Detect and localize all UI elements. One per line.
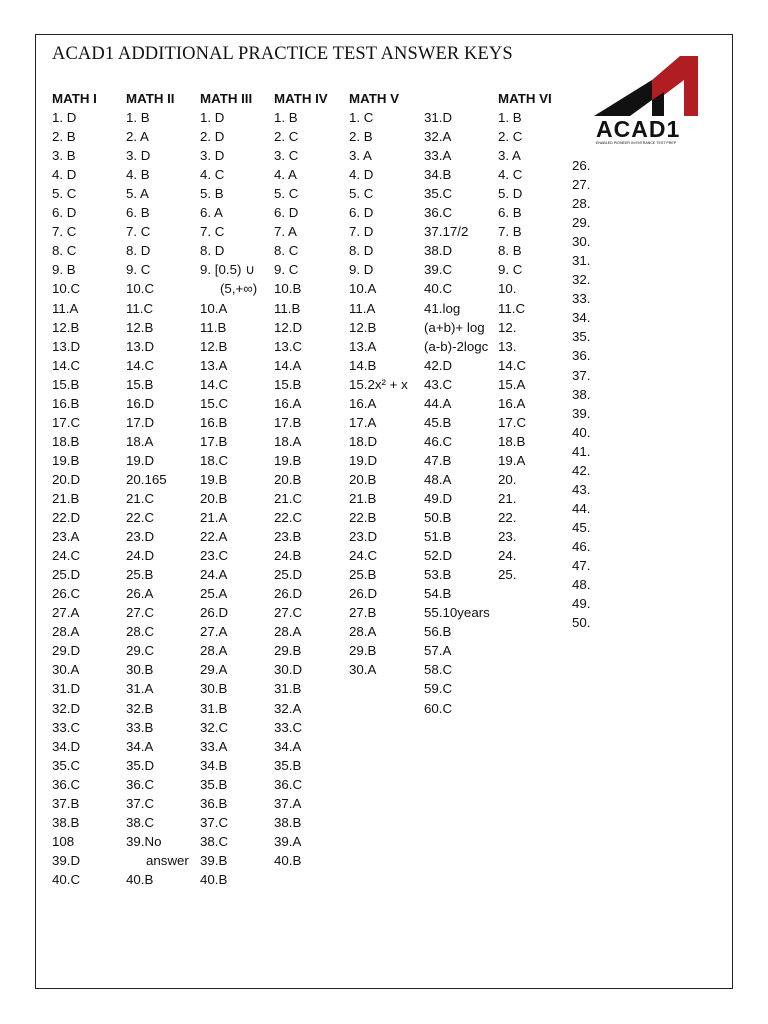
answer-item: 28.A — [349, 624, 377, 640]
answer-item: 18.A — [274, 433, 302, 449]
answer-item: 10.B — [274, 281, 302, 297]
answer-item: 18.C — [200, 452, 229, 468]
answer-item: 10.A — [200, 300, 228, 316]
answer-item: 1. D — [52, 110, 77, 126]
answer-item: 29.A — [200, 662, 228, 678]
answer-item: 14.C — [52, 357, 81, 373]
answer-item: 55.10years — [424, 605, 490, 621]
answer-item: 27. — [572, 177, 591, 193]
answer-item: (5,+∞) — [220, 281, 258, 297]
logo-tagline: ENABLED PIONEER IN ENTRANCE TEST PREP — [596, 141, 677, 145]
answer-item: 27.C — [126, 605, 155, 621]
answer-column-math-6-continued — [572, 156, 591, 632]
answer-item: 44. — [572, 500, 591, 516]
answer-item: 21.C — [126, 490, 155, 506]
answer-item: 16.D — [126, 395, 155, 411]
answer-item: 34.B — [424, 167, 452, 183]
answer-item: 14.B — [349, 357, 377, 373]
answer-item: 4. C — [498, 167, 523, 183]
answer-item: 12.B — [126, 319, 154, 335]
answer-item: 40.B — [126, 871, 154, 887]
answer-item: 32.D — [52, 700, 81, 716]
answer-item: 108 — [52, 833, 75, 849]
answer-item: 25.B — [349, 567, 377, 583]
answer-item: 3. A — [349, 148, 372, 164]
answer-item: 1. D — [200, 110, 225, 126]
column-header-spacer — [424, 89, 490, 108]
answer-item: 27.B — [349, 605, 377, 621]
answer-item: 45. — [572, 519, 591, 535]
answer-item: 25.D — [52, 567, 81, 583]
answer-item: 33.C — [274, 719, 303, 735]
answer-item: 14.C — [498, 357, 527, 373]
answer-column-math-3 — [200, 89, 257, 889]
answer-item: 26.C — [52, 586, 81, 602]
answer-item: 19.D — [126, 452, 155, 468]
answer-item: 17.B — [200, 433, 228, 449]
answer-item: 37.C — [200, 814, 229, 830]
answer-item: 36.C — [424, 205, 453, 221]
answer-item: 36.B — [200, 795, 228, 811]
answer-item: 11.C — [498, 300, 526, 316]
answer-item: 22.C — [126, 510, 155, 526]
answer-item: 24.D — [126, 548, 155, 564]
answer-item: 22.C — [274, 510, 303, 526]
answer-item: 26.D — [274, 586, 303, 602]
answer-item: 39.No — [126, 833, 162, 849]
answer-item: 13.D — [52, 338, 81, 354]
answer-item: 13. — [498, 338, 517, 354]
answer-item: 32.A — [274, 700, 302, 716]
answer-item: 31.B — [274, 681, 302, 697]
answer-item: 34. — [572, 310, 591, 326]
answer-item: 27.C — [274, 605, 303, 621]
answer-item: 37.17/2 — [424, 224, 469, 240]
answer-item: 5. A — [126, 186, 149, 202]
answer-column-math-4 — [274, 89, 328, 870]
answer-item: 7. B — [498, 224, 522, 240]
answer-item: 11.A — [349, 300, 376, 316]
answer-item: 36.C — [274, 776, 303, 792]
answer-item: 12.D — [274, 319, 303, 335]
answer-item: 31. — [572, 253, 591, 269]
answer-item: 25.B — [126, 567, 154, 583]
answer-item: 17.A — [349, 414, 377, 430]
answer-item: 40.B — [200, 871, 228, 887]
answer-column-math-2 — [126, 89, 189, 889]
answer-item: 25. — [498, 567, 517, 583]
answer-item: 21.B — [349, 490, 377, 506]
answer-item: 46.C — [424, 433, 453, 449]
answer-item: 30.A — [349, 662, 377, 678]
answer-item: 19.B — [52, 452, 80, 468]
answer-item: 15.2x² + x — [349, 376, 408, 392]
answer-item: 20.B — [200, 490, 228, 506]
answer-item: 37.A — [274, 795, 302, 811]
answer-item: 28.C — [126, 624, 155, 640]
column-header: MATH V — [349, 91, 399, 106]
answer-item: 16.A — [274, 395, 302, 411]
answer-item: 4. C — [200, 167, 225, 183]
answer-item: (a+b)+ log — [424, 319, 485, 335]
answer-item: 40.B — [274, 852, 302, 868]
answer-item: 24. — [498, 548, 517, 564]
answer-item: 26.A — [126, 586, 154, 602]
answer-item: 9. C — [126, 262, 151, 278]
answer-item: 8. C — [52, 243, 77, 259]
answer-item: 60.C — [424, 700, 453, 716]
answer-item: 7. C — [200, 224, 225, 240]
answer-item: 2. C — [498, 129, 523, 145]
answer-item: 36.C — [126, 776, 155, 792]
answer-item: 3. B — [52, 148, 76, 164]
answer-column-math-5 — [349, 89, 408, 679]
answer-item: 11.C — [126, 300, 154, 316]
answer-item: 22. — [498, 510, 517, 526]
answer-item: 4. D — [349, 167, 374, 183]
answer-item: 23.C — [200, 548, 229, 564]
answer-item: 6. A — [200, 205, 223, 221]
answer-item: 15.B — [52, 376, 80, 392]
answer-item: 5. B — [200, 186, 224, 202]
answer-item: 35.B — [274, 757, 302, 773]
answer-item: 27.A — [200, 624, 228, 640]
answer-item: 30.B — [200, 681, 228, 697]
answer-item: 3. D — [126, 148, 151, 164]
column-header: MATH I — [52, 91, 97, 106]
answer-item: 40.C — [424, 281, 453, 297]
answer-item: 5. C — [52, 186, 77, 202]
answer-item: 39. — [572, 405, 591, 421]
answer-item: 35.B — [200, 776, 228, 792]
answer-item: 23.B — [274, 529, 302, 545]
answer-column-math-5-continued — [424, 89, 490, 718]
answer-item: 18.A — [126, 433, 154, 449]
answer-item: 42. — [572, 462, 591, 478]
answer-item: 52.D — [424, 548, 453, 564]
answer-item: 20.165 — [126, 471, 167, 487]
answer-item: 14.A — [274, 357, 302, 373]
answer-item: 33.A — [200, 738, 228, 754]
answer-item: 9. C — [274, 262, 299, 278]
answer-item: 27.A — [52, 605, 80, 621]
answer-item: 21. — [498, 490, 517, 506]
answer-item: 9. [0.5) ∪ — [200, 262, 255, 278]
answer-item: 2. B — [349, 129, 373, 145]
answer-item: 17.D — [126, 414, 155, 430]
answer-item: 48. — [572, 577, 591, 593]
page-title: ACAD1 ADDITIONAL PRACTICE TEST ANSWER KEYS — [52, 44, 513, 64]
answer-item: 4. B — [126, 167, 150, 183]
answer-item: 39.C — [424, 262, 453, 278]
answer-column-math-6 — [498, 89, 552, 584]
answer-item: 43. — [572, 481, 591, 497]
answer-item: 31.D — [424, 110, 453, 126]
answer-item: 25.A — [200, 586, 228, 602]
answer-item: 8. B — [498, 243, 522, 259]
answer-item: 35.C — [52, 757, 81, 773]
answer-item: 35.D — [126, 757, 155, 773]
answer-item: 20.B — [349, 471, 377, 487]
answer-item: 3. A — [498, 148, 521, 164]
answer-item: 12. — [498, 319, 517, 335]
answer-item: 56.B — [424, 624, 452, 640]
answer-item: 26. — [572, 158, 591, 173]
answer-item: 33. — [572, 291, 591, 307]
answer-item: 6. D — [349, 205, 374, 221]
answer-item: 40.C — [52, 871, 81, 887]
logo-dark-swoosh — [594, 80, 652, 116]
answer-item: 50. — [572, 615, 591, 631]
answer-item: 5. D — [498, 186, 523, 202]
answer-item: 29.B — [349, 643, 377, 659]
answer-item: 19.A — [498, 452, 526, 468]
answer-item: 38.B — [52, 814, 80, 830]
answer-item: 28. — [572, 196, 591, 212]
answer-item: 12.B — [349, 319, 377, 335]
answer-item: 20. — [498, 471, 517, 487]
answer-item: 5. C — [274, 186, 299, 202]
answer-item: 8. C — [274, 243, 299, 259]
answer-item: 24.A — [200, 567, 228, 583]
answer-item: 40. — [572, 424, 591, 440]
column-header: MATH II — [126, 91, 175, 106]
answer-item: 18.B — [52, 433, 80, 449]
answer-item: 9. D — [349, 262, 374, 278]
answer-item: 16.A — [498, 395, 526, 411]
answer-item: 7. D — [349, 224, 374, 240]
answer-item: 38.C — [126, 814, 155, 830]
answer-column-math-1 — [52, 89, 97, 889]
answer-item: 3. D — [200, 148, 225, 164]
answer-item: 1. C — [349, 110, 374, 126]
answer-item: 2. D — [200, 129, 225, 145]
answer-item: 37.B — [52, 795, 80, 811]
answer-item: 13.C — [274, 338, 303, 354]
answer-item: 35.C — [424, 186, 453, 202]
answer-item: 38. — [572, 386, 591, 402]
answer-item: 35. — [572, 329, 591, 345]
answer-item: 13.A — [200, 357, 228, 373]
answer-item: 6. D — [274, 205, 299, 221]
answer-item: 28.A — [200, 643, 228, 659]
answer-item: 17.C — [52, 414, 81, 430]
answer-item: 15.C — [200, 395, 229, 411]
answer-item: 47.B — [424, 452, 452, 468]
answer-item: 38.B — [274, 814, 302, 830]
answer-item: 10.A — [349, 281, 377, 297]
answer-item: 14.C — [200, 376, 229, 392]
answer-item: 12.B — [200, 338, 228, 354]
answer-item: 23. — [498, 529, 517, 545]
answer-item: 2. B — [52, 129, 76, 145]
answer-item: 22.A — [200, 529, 228, 545]
answer-item: 28.A — [52, 624, 80, 640]
answer-item: 16.B — [52, 395, 80, 411]
answer-item: 34.B — [200, 757, 228, 773]
answer-item: 21.C — [274, 490, 303, 506]
answer-item: 19.D — [349, 452, 378, 468]
answer-item: 39.A — [274, 833, 302, 849]
answer-item: 3. C — [274, 148, 299, 164]
answer-item: 49. — [572, 596, 591, 612]
answer-item: 41.log — [424, 300, 461, 316]
answer-item: 10.C — [126, 281, 155, 297]
answer-item: 53.B — [424, 567, 452, 583]
answer-item: 17.B — [274, 414, 302, 430]
answer-item: 25.D — [274, 567, 303, 583]
answer-item: 30. — [572, 234, 591, 250]
answer-item: 7. C — [52, 224, 77, 240]
answer-item: 32.A — [424, 129, 452, 145]
answer-item: 1. B — [274, 110, 298, 126]
answer-item: 22.B — [349, 510, 377, 526]
answer-item: 37.C — [126, 795, 155, 811]
answer-item: 2. C — [274, 129, 299, 145]
answer-item: 10.C — [52, 281, 81, 297]
answer-item: 34.A — [274, 738, 302, 754]
answer-item: 29.C — [126, 643, 155, 659]
answer-item: 9. C — [498, 262, 523, 278]
answer-item: 36. — [572, 348, 591, 364]
answer-item: 22.D — [52, 510, 81, 526]
answer-item: 32. — [572, 272, 591, 288]
answer-item: 15.B — [274, 376, 302, 392]
answer-item: 59.C — [424, 681, 453, 697]
answer-item: 7. C — [126, 224, 151, 240]
answer-item: 2. A — [126, 129, 149, 145]
answer-item: 51.B — [424, 529, 452, 545]
answer-item: 46. — [572, 538, 591, 554]
answer-item: 24.B — [274, 548, 302, 564]
answer-item: 42.D — [424, 357, 453, 373]
answer-item: 10. — [498, 281, 517, 297]
answer-item: 19.B — [274, 452, 302, 468]
answer-item: 38.C — [200, 833, 229, 849]
answer-item: 13.D — [126, 338, 155, 354]
answer-item: 6. D — [52, 205, 77, 221]
answer-item: 33.B — [126, 719, 154, 735]
answer-item: 47. — [572, 557, 591, 573]
answer-item: 21.B — [52, 490, 80, 506]
answer-item: 39.B — [200, 852, 228, 868]
answer-item: 38.D — [424, 243, 453, 259]
answer-item: 49.D — [424, 490, 453, 506]
answer-item: 8. D — [200, 243, 225, 259]
answer-item: 15.A — [498, 376, 526, 392]
answer-item: 15.B — [126, 376, 154, 392]
answer-item: 36.C — [52, 776, 81, 792]
answer-item: 12.B — [52, 319, 80, 335]
answer-item: (a-b)-2logc — [424, 338, 489, 354]
answer-item: 16.B — [200, 414, 228, 430]
answer-item: 26.D — [349, 586, 378, 602]
answer-item: 23.A — [52, 529, 80, 545]
answer-item: 24.C — [52, 548, 81, 564]
answer-item: 16.A — [349, 395, 377, 411]
answer-item: 4. A — [274, 167, 297, 183]
answer-item: 9. B — [52, 262, 76, 278]
answer-item: 18.D — [349, 433, 378, 449]
column-header: MATH VI — [498, 91, 552, 106]
answer-item: 5. C — [349, 186, 374, 202]
answer-item: 33.C — [52, 719, 81, 735]
answer-item: 19.B — [200, 471, 228, 487]
answer-item: 4. D — [52, 167, 77, 183]
answer-item: 18.B — [498, 433, 526, 449]
answer-item: 29.B — [274, 643, 302, 659]
answer-item: answer — [146, 852, 189, 868]
answer-item: 31.B — [200, 700, 228, 716]
answer-item: 1. B — [126, 110, 150, 126]
answer-item: 13.A — [349, 338, 377, 354]
answer-item: 58.C — [424, 662, 453, 678]
answer-item: 33.A — [424, 148, 452, 164]
answer-item: 20.B — [274, 471, 302, 487]
answer-item: 41. — [572, 443, 591, 459]
answer-item: 34.D — [52, 738, 81, 754]
answer-item: 26.D — [200, 605, 229, 621]
answer-item: 54.B — [424, 586, 452, 602]
answer-item: 21.A — [200, 510, 228, 526]
answer-item: 30.A — [52, 662, 80, 678]
answer-item: 31.D — [52, 681, 81, 697]
answer-item: 17.C — [498, 414, 527, 430]
answer-item: 28.A — [274, 624, 302, 640]
answer-item: 11.A — [52, 300, 79, 316]
answer-item: 30.B — [126, 662, 154, 678]
answer-item: 6. B — [126, 205, 150, 221]
answer-item: 6. B — [498, 205, 522, 221]
answer-item: 8. D — [126, 243, 151, 259]
answer-item: 23.D — [349, 529, 378, 545]
answer-item: 14.C — [126, 357, 155, 373]
logo-text: ACAD1 — [596, 116, 681, 142]
answer-item: 1. B — [498, 110, 522, 126]
answer-item: 34.A — [126, 738, 154, 754]
answer-item: 24.C — [349, 548, 378, 564]
acad1-logo — [594, 54, 706, 146]
answer-item: 32.C — [200, 719, 229, 735]
answer-item: 23.D — [126, 529, 155, 545]
column-header: MATH III — [200, 91, 253, 106]
answer-item: 8. D — [349, 243, 374, 259]
answer-item: 11.B — [200, 319, 227, 335]
answer-item: 29. — [572, 215, 591, 231]
answer-item: 31.A — [126, 681, 154, 697]
answer-item: 30.D — [274, 662, 303, 678]
answer-item: 57.A — [424, 643, 452, 659]
answer-item: 20.D — [52, 471, 81, 487]
answer-item: 7. A — [274, 224, 297, 240]
answer-item: 43.C — [424, 376, 453, 392]
answer-item: 29.D — [52, 643, 81, 659]
answer-item: 50.B — [424, 510, 452, 526]
answer-item: 32.B — [126, 700, 154, 716]
answer-item: 44.A — [424, 395, 452, 411]
answer-item: 37. — [572, 367, 591, 383]
answer-item: 39.D — [52, 852, 81, 868]
answer-item: 11.B — [274, 300, 301, 316]
answer-item: 45.B — [424, 414, 452, 430]
answer-item: 48.A — [424, 471, 452, 487]
column-header: MATH IV — [274, 91, 328, 106]
